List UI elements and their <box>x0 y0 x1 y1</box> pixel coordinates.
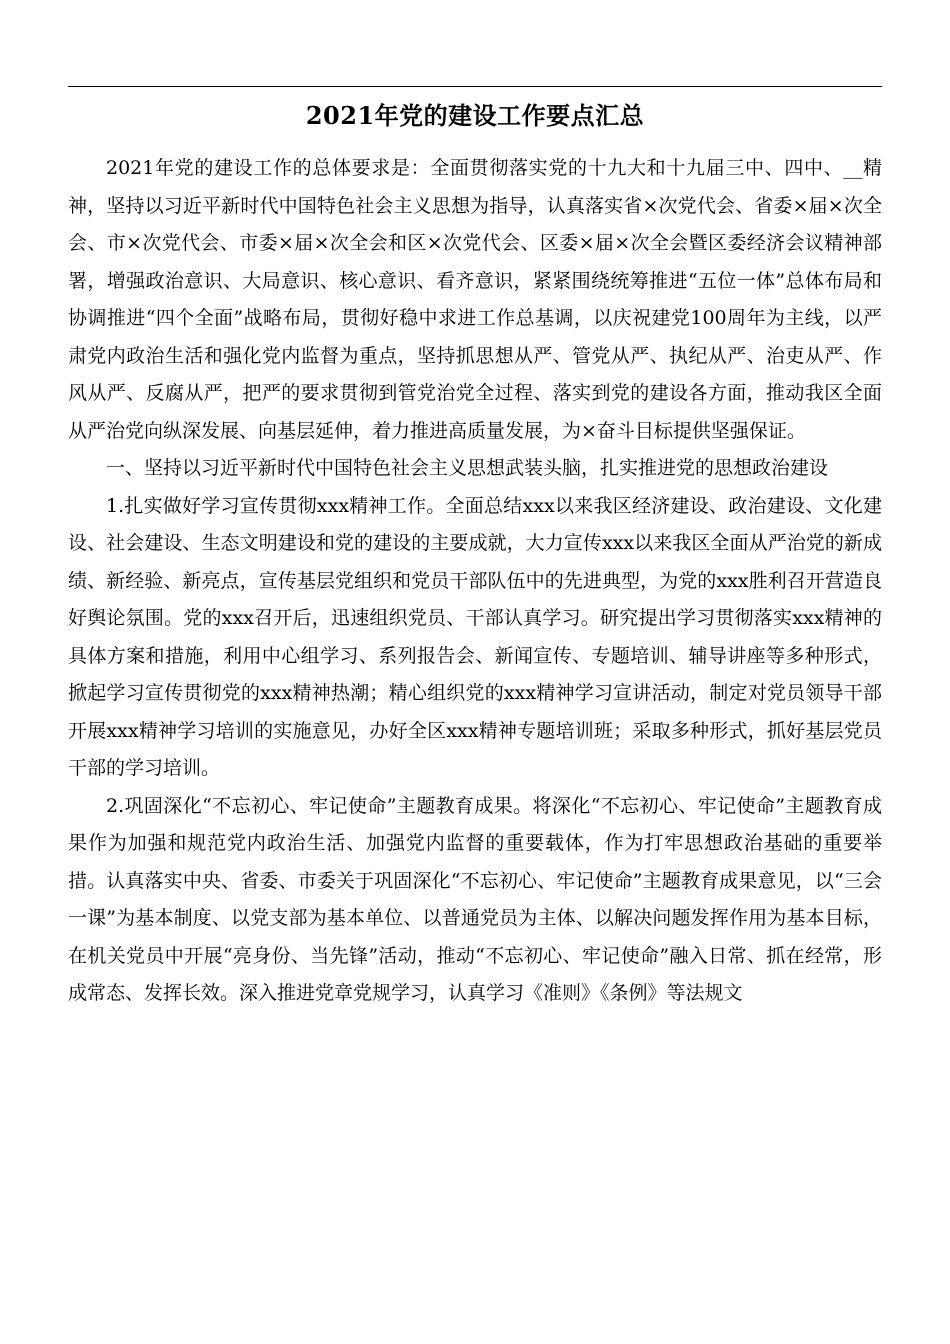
paragraph-item-2: 2.巩固深化“不忘初心、牢记使命”主题教育成果。将深化“不忘初心、牢记使命”主题教育成果作为加强和规范党内政治生活、加强党内监督的重要载体，作为打牢思想政治基础的重要举措。认真落实中央、省委、市委关于巩固深化“不忘初心、牢记使命”主题教育成果意见，以“三会一课”为基本制度、以党支部为基本单位、以普通党员为主体、以解决问题发挥作用为基本目标，在机关党员中开展“亮身份、当先锋”活动，推动“不忘初心、牢记使命”融入日常、抓在经常，形成常态、发挥长效。深入推进党章党规学习，认真学习《准则》《条例》等法规文 <box>68 794 882 1004</box>
section-heading-1: 一、坚持以习近平新时代中国特色社会主义思想武装头脑，扎实推进党的思想政治建设 <box>106 457 829 479</box>
paragraph-general-requirements: 2021年党的建设工作的总体要求是：全面贯彻落实党的十九大和十九届三中、四中、__精神，坚持以习近平新时代中国特色社会主义思想为指导，认真落实省×次党代会、省委×届×次全会、市×次党代会、市委×届×次全会和区×次党代会、区委×届×次全会暨区委经济会议精神部署，增强政治意识、大局意识、核心意识、看齐意识，紧紧围绕统筹推进“五位一体”总体布局和协调推进“四个全面”战略布局，贯彻好稳中求进工作总基调，以庆祝建党100周年为主线，以严肃党内政治生活和强化党内监督为重点，坚持抓思想从严、管党从严、执纪从严、治吏从严、作风从严、反腐从严，把严的要求贯彻到管党治党全过程、落实到党的建设各方面，推动我区全面从严治党向纵深发展、向基层延伸，着力推进高质量发展，为×奋斗目标提供坚强保证。 <box>68 157 882 442</box>
document-body <box>68 150 882 1013</box>
header-rule <box>68 86 882 87</box>
document-title: 2021年党的建设工作要点汇总 <box>305 101 645 130</box>
paragraph-item-1: 1.扎实做好学习宣传贯彻xxx精神工作。全面总结xxx以来我区经济建设、政治建设、文化建设、社会建设、生态文明建设和党的建设的主要成就，大力宣传xxx以来我区全面从严治党的新成绩、新经验、新亮点，宣传基层党组织和党员干部队伍中的先进典型，为党的xxx胜利召开营造良好舆论氛围。党的xxx召开后，迅速组织党员、干部认真学习。研究提出学习贯彻落实xxx精神的具体方案和措施，利用中心组学习、系列报告会、新闻宣传、专题培训、辅导讲座等多种形式，掀起学习宣传贯彻党的xxx精神热潮；精心组织党的xxx精神学习宣讲活动，制定对党员领导干部开展xxx精神学习培训的实施意见，办好全区xxx精神专题培训班；采取多种形式，抓好基层党员干部的学习培训。 <box>68 494 882 779</box>
